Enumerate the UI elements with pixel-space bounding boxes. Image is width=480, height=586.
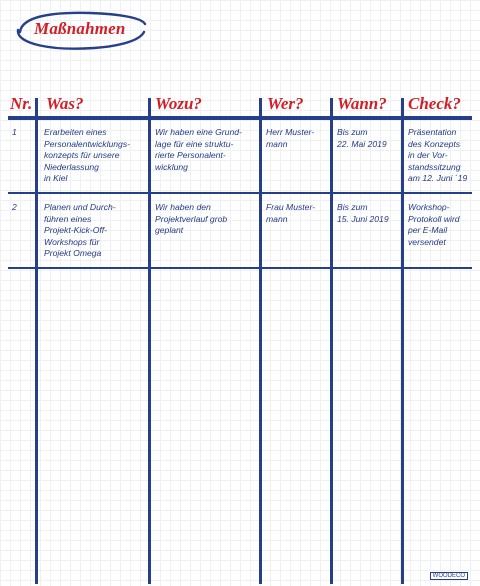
row-2-wozu (155, 202, 227, 237)
row-1-check-line: Präsentation (408, 127, 457, 137)
row-2-wozu-line: Projektverlauf grob (155, 213, 228, 224)
row-1-wer (266, 127, 314, 150)
page-title: Maßnahmen (34, 19, 126, 38)
row-2-wann (337, 202, 389, 225)
row-2-nr: 2 (12, 202, 17, 212)
header-wann: Wann? (337, 94, 387, 113)
row-1-wann-line: 22. Mai 2019 (337, 138, 387, 149)
header-wer: Wer? (267, 94, 304, 113)
row-1-was (44, 127, 130, 185)
row-2-wann-line: 15. Juni 2019 (337, 213, 389, 224)
row-1-was-line: Personalentwicklungs- (44, 138, 130, 149)
row-2-was-line: Projekt-Kick-Off- (44, 225, 108, 236)
row-2-was (44, 202, 116, 260)
column-divider-5 (401, 98, 404, 584)
row-2-was-line: führen eines (44, 213, 92, 224)
row-1-check (408, 127, 467, 185)
header-was: Was? (46, 94, 84, 113)
column-divider-4 (330, 98, 333, 584)
row-1-wozu-line: rierte Personalent- (155, 150, 226, 161)
column-divider-1 (35, 98, 38, 584)
row-2-wozu-line: Wir haben den (155, 202, 211, 212)
row-2-check-line: Protokoll wird (408, 213, 460, 224)
row-1-check-line: standssitzung (408, 161, 461, 172)
row-2-wann-line: Bis zum (337, 202, 368, 212)
column-divider-3 (259, 98, 262, 584)
row-2-wozu-line: geplant (155, 225, 184, 236)
row-1-wer-line: mann (266, 138, 288, 149)
row-1-check-line: des Konzepts (408, 138, 461, 149)
row-1-wann-line: Bis zum (337, 127, 368, 137)
header-wozu: Wozu? (155, 94, 202, 113)
row-1-was-line: Erarbeiten eines (44, 127, 107, 137)
row-1-check-line: am 12. Juni ´19 (408, 173, 468, 184)
row-1-wann (337, 127, 387, 150)
row-2-check (408, 202, 460, 248)
row-1-was-line: Niederlassung (44, 161, 99, 172)
row-2-wer-line: mann (266, 213, 288, 224)
row-1-wozu-line: lage für eine struktu- (155, 138, 234, 149)
row-2-wer-line: Frau Muster- (266, 202, 316, 212)
row-1-check-line: in der Vor- (408, 150, 448, 161)
row-2-was-line: Projekt Omega (44, 248, 102, 259)
header-nr: Nr. (10, 94, 33, 113)
row-1-was-line: konzepts für unsere (44, 150, 120, 161)
row-2-was-line: Workshops für (44, 236, 100, 247)
header-check: Check? (408, 94, 461, 113)
row-1-wer-line: Herr Muster- (266, 127, 315, 137)
row-1-wozu-line: wicklung (155, 161, 188, 172)
row-2-wer (266, 202, 315, 225)
row-2-check-line: versendet (408, 236, 446, 247)
row-2-check-line: Workshop- (408, 202, 450, 212)
row-1-was-line: in Kiel (44, 173, 68, 184)
column-divider-2 (148, 98, 151, 584)
title-block (14, 10, 148, 52)
brand-logo: WOODECO (430, 572, 468, 580)
row-2-was-line: Planen und Durch- (44, 202, 116, 212)
row-2-check-line: per E-Mail (408, 225, 448, 236)
row-1-wozu-line: Wir haben eine Grund- (155, 127, 242, 137)
row-1-nr: 1 (12, 127, 17, 137)
row-1-wozu (155, 127, 242, 173)
